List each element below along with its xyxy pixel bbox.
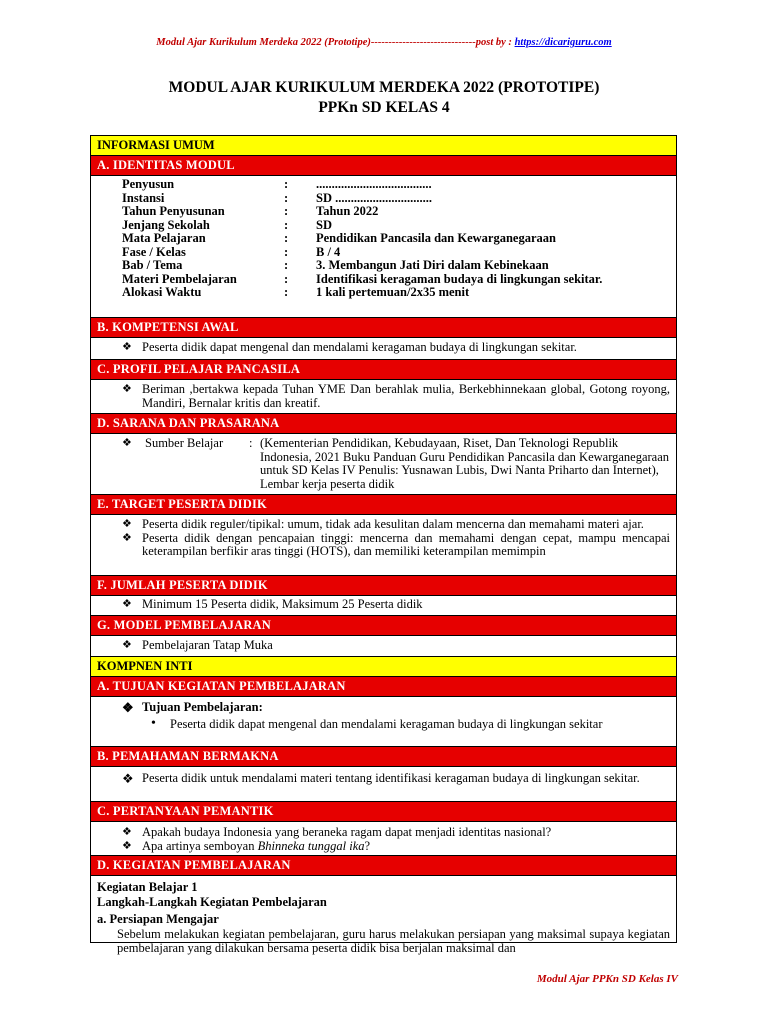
diamond-bullet-icon: ❖ (122, 383, 132, 395)
identitas-body (91, 176, 676, 318)
identitas-table (122, 178, 602, 300)
identitas-value: ..................................... (316, 177, 432, 191)
identitas-row (122, 273, 602, 287)
heading-kegiatan: D. KEGIATAN PEMBELAJARAN (91, 856, 676, 876)
heading-model: G. MODEL PEMBELAJARAN (91, 616, 676, 636)
tujuan-body (91, 697, 676, 747)
jumlah-body (91, 596, 676, 616)
diamond-bullet-icon: ❖ (122, 518, 132, 530)
heading-pertanyaan: C. PERTANYAAN PEMANTIK (91, 802, 676, 822)
identitas-row (122, 192, 602, 206)
section-informasi-umum: INFORMASI UMUM (91, 136, 676, 156)
identitas-key: Materi Pembelajaran (122, 271, 237, 286)
heading-kompetensi-awal: B. KOMPETENSI AWAL (91, 318, 676, 338)
identitas-row (122, 219, 602, 233)
model-body (91, 636, 676, 657)
identitas-value: Pendidikan Pancasila dan Kewarganegaraan (316, 231, 556, 245)
list-item: ❖ Apakah budaya Indonesia yang beraneka ragam dapat menjadi identitas nasional? (122, 825, 552, 839)
header-link[interactable]: https://dicariguru.com (514, 37, 612, 48)
identitas-value: Tahun 2022 (316, 204, 379, 218)
doc-subtitle: PPKn SD KELAS 4 (318, 99, 450, 116)
doc-title: MODUL AJAR KURIKULUM MERDEKA 2022 (PROTOTIPE) (168, 79, 600, 96)
identitas-row (122, 178, 602, 192)
identitas-row (122, 246, 602, 260)
list-item: • Peserta didik dapat mengenal dan mendalami keragaman budaya di lingkungan sekitar (151, 715, 603, 731)
page-footer: Modul Ajar PPKn SD Kelas IV (536, 973, 678, 985)
list-item: ❖ Pembelajaran Tatap Muka (122, 638, 273, 652)
identitas-key: Mata Pelajaran (122, 231, 206, 245)
diamond-bullet-icon: ❖ (122, 531, 132, 544)
identitas-value: SD (316, 217, 332, 232)
sarana-body (91, 434, 676, 495)
identitas-key: Fase / Kelas (122, 244, 186, 259)
identitas-row (122, 205, 602, 219)
section-komponen-inti: KOMPNEN INTI (91, 657, 676, 677)
heading-tujuan: A. TUJUAN KEGIATAN PEMBELAJARAN (91, 677, 676, 697)
list-item: ❖ Peserta didik dengan pencapaian tinggi: mencerna dan memahami dengan cepat, mampu mencapai keterampilan berfikir aras tinggi (HOTS), dan memiliki keterampilan memimpin (122, 530, 670, 558)
identitas-colon: : (284, 285, 289, 299)
identitas-colon: : (284, 217, 289, 232)
identitas-value: B / 4 (316, 244, 341, 259)
identitas-colon: : (284, 258, 289, 272)
heading-pemahaman: B. PEMAHAMAN BERMAKNA (91, 747, 676, 767)
heading-sarana: D. SARANA DAN PRASARANA (91, 414, 676, 434)
page-header (0, 37, 768, 48)
target-body (91, 515, 676, 576)
heading-profil: C. PROFIL PELAJAR PANCASILA (91, 360, 676, 380)
kompetensi-body (91, 338, 676, 360)
diamond-bullet-icon: ❖ (122, 437, 132, 449)
identitas-value: 1 kali pertemuan/2x35 menit (316, 285, 470, 299)
identitas-colon: : (284, 177, 289, 191)
identitas-row (122, 286, 602, 300)
identitas-row (122, 232, 602, 246)
list-item: ❖ Minimum 15 Peserta didik, Maksimum 25 Peserta didik (122, 597, 423, 611)
diamond-bullet-icon: ❖ (122, 826, 132, 838)
identitas-row (122, 259, 602, 273)
list-item: ❖ Peserta didik untuk mendalami materi tentang identifikasi keragaman budaya di lingkungan sekitar. (122, 771, 640, 786)
identitas-key: Penyusun (122, 177, 175, 191)
list-item: ❖ Peserta didik reguler/tipikal: umum, tidak ada kesulitan dalam mencerna dan memahami materi ajar. (122, 517, 644, 531)
diamond-bullet-icon: ❖ (122, 598, 132, 610)
heading-target: E. TARGET PESERTA DIDIK (91, 495, 676, 515)
identitas-value: SD ............................... (316, 190, 432, 205)
identitas-colon: : (284, 231, 289, 245)
kegiatan-title: Kegiatan Belajar 1 (97, 880, 198, 894)
module-table (90, 135, 677, 955)
identitas-key: Instansi (122, 190, 165, 205)
heading-identitas: A. IDENTITAS MODUL (91, 156, 676, 176)
identitas-colon: : (284, 271, 289, 286)
profil-body (91, 380, 676, 414)
diamond-bullet-icon: ❖ (122, 700, 134, 715)
identitas-colon: : (284, 190, 289, 205)
pemahaman-body (91, 767, 676, 802)
diamond-bullet-icon: ❖ (122, 839, 132, 852)
identitas-colon: : (284, 244, 289, 259)
kegiatan-subtitle: Langkah-Langkah Kegiatan Pembelajaran (97, 895, 327, 909)
kegiatan-body (91, 876, 676, 955)
list-item: ❖ Apa artinya semboyan Bhinneka tunggal ika? (122, 838, 371, 853)
dot-bullet-icon: • (151, 715, 156, 731)
diamond-bullet-icon: ❖ (122, 639, 132, 651)
identitas-value: 3. Membangun Jati Diri dalam Kebinekaan (316, 258, 549, 272)
heading-jumlah: F. JUMLAH PESERTA DIDIK (91, 576, 676, 596)
diamond-bullet-icon: ❖ (122, 341, 132, 353)
persiapan-heading: a. Persiapan Mengajar (97, 912, 219, 926)
tujuan-subheading: ❖ Tujuan Pembelajaran: (122, 700, 263, 715)
pertanyaan-body (91, 822, 676, 856)
list-item: ❖ Beriman ,bertakwa kepada Tuhan YME Dan berahlak mulia, Berkebhinnekaan global, Gotong royong, Mandiri, Bernalar kritis dan kreatif. (122, 382, 670, 410)
identitas-key: Alokasi Waktu (122, 285, 202, 299)
sumber-belajar-label: Sumber Belajar (145, 436, 224, 450)
identitas-key: Tahun Penyusunan (122, 204, 225, 218)
header-text: Modul Ajar Kurikulum Merdeka 2022 (Prototipe)------------------------------post by : (156, 37, 515, 48)
diamond-bullet-icon: ❖ (122, 771, 134, 786)
identitas-key: Jenjang Sekolah (122, 217, 210, 232)
sumber-belajar-text: (Kementerian Pendidikan, Kebudayaan, Riset, Dan Teknologi Republik Indonesia, 2021 Buku Panduan Guru Pendidikan Pancasila dan Kewarganegaraan untuk SD Kelas IV Penulis: Yusnawan Lubis, Dwi Nanta Priharto dan Internet), Lembar kerja peserta didik (260, 436, 670, 491)
identitas-colon: : (284, 204, 289, 218)
sumber-belajar: ❖ Sumber Belajar : (Kementerian Pendidikan, Kebudayaan, Riset, Dan Teknologi Republik Indonesia, 2021 Buku Panduan Guru Pendidikan Pancasila dan Kewarganegaraan untuk SD Kelas IV Penulis: Yusnawan Lubis, Dwi Nanta Priharto dan Internet), Lembar kerja peserta didik (122, 436, 670, 491)
persiapan-paragraph: Sebelum melakukan kegiatan pembelajaran, guru harus melakukan persiapan yang maksimal supaya kegiatan pembelajaran yang dilakukan bersama peserta didik bisa berjalan maksimal dan (117, 927, 670, 955)
identitas-value: Identifikasi keragaman budaya di lingkungan sekitar. (316, 271, 603, 286)
identitas-key: Bab / Tema (122, 258, 183, 272)
list-item: ❖ Peserta didik dapat mengenal dan mendalami keragaman budaya di lingkungan sekitar. (122, 340, 577, 354)
